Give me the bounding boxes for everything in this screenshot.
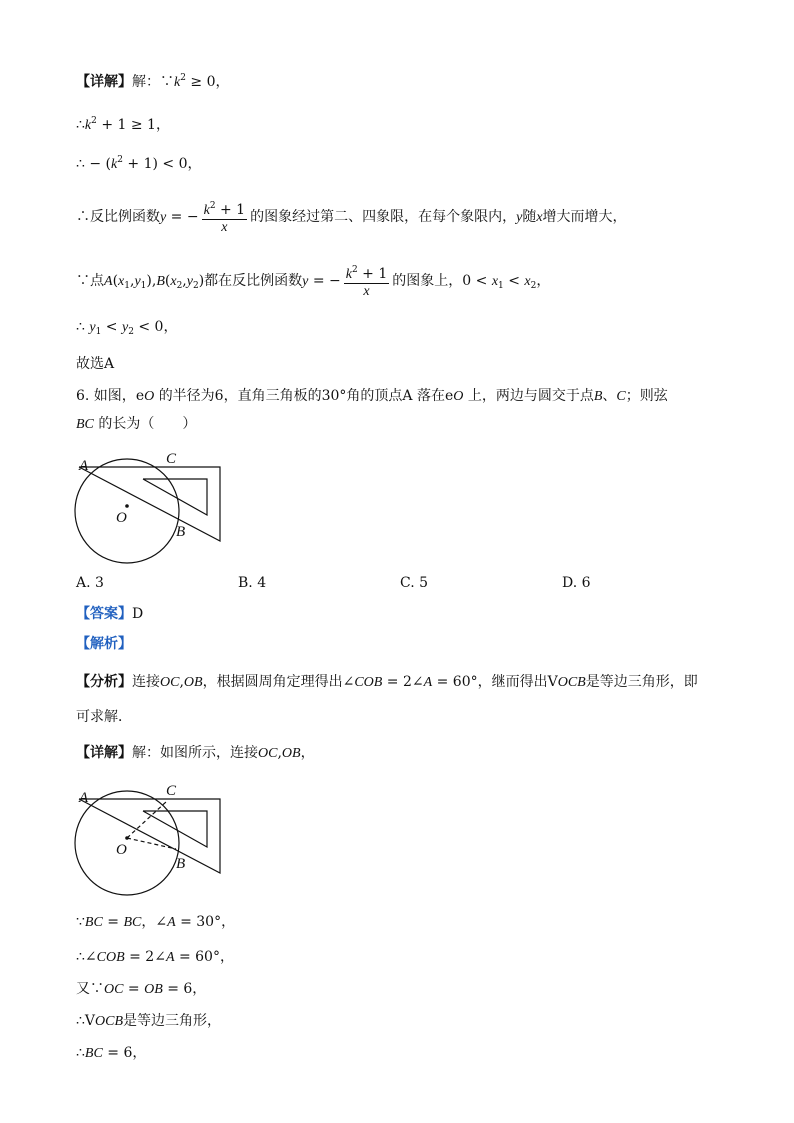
triangle-ruler (79, 467, 220, 541)
therefore-symbol: ∴ (76, 117, 85, 133)
detail-line-3: ∴ − $(k^2 + 1) < 0$， (76, 155, 202, 172)
label-O: O (116, 842, 127, 858)
l4-text-d: 增大而增大， (542, 209, 627, 225)
analysis-line (76, 634, 132, 654)
fenxi-text-b: ，根据圆周角定理得出 (202, 674, 343, 690)
ruler-inner-cutout (143, 479, 207, 515)
segment-oc (127, 801, 167, 838)
q-text-b: 的半径为6，直角三角板的30°角的顶点A 落在 (158, 388, 445, 404)
fenxi-text-c: ，继而得出 (477, 674, 548, 690)
label-C: C (166, 783, 177, 799)
option-d: D. 6 (562, 575, 591, 591)
segment-ob (127, 838, 176, 849)
therefore-symbol: ∴ (76, 1045, 85, 1061)
fraction: $\frac{k^2 + 1}{x}$ (344, 262, 390, 300)
option-a: A. 3 (76, 575, 104, 591)
step-1: ∵BC = BC，∠A = 30°， (76, 914, 236, 930)
option-c: C. 5 (400, 575, 429, 591)
l1-text: 解：∵ (132, 74, 174, 90)
step-5: ∴BC = 6， (76, 1045, 147, 1061)
therefore-symbol: ∴ (76, 1013, 85, 1029)
step3-prefix: 又∵ (76, 981, 104, 997)
detail2-line: 【详解】解：如图所示，连接OC,OB， (76, 745, 315, 761)
geometry-figure-2 (70, 780, 230, 900)
therefore-symbol: ∴ (76, 949, 85, 965)
l4-text-b: 的图象经过第二、四象限，在每个象限内， (250, 209, 517, 225)
ruler-inner-cutout (143, 811, 207, 847)
l5-text-c: 的图象上， (392, 273, 463, 289)
question-6-line-1: 6. 如图，eO 的半径为6，直角三角板的30°角的顶点A 落在eO 上，两边与圆交于点B、C；则弦 (76, 388, 668, 404)
therefore-symbol: ∴ (76, 319, 85, 335)
label-B: B (176, 524, 186, 540)
detail-line-2: $\therefore k^2 + 1 \ge 1$， (76, 116, 170, 133)
q-text-e: 的长为（ ） (98, 416, 197, 432)
label-O: O (116, 510, 127, 526)
triangle-ruler (79, 799, 220, 873)
center-dot (125, 504, 129, 508)
label-A: A (79, 790, 89, 806)
detail-line-5: ∵点$A(x_1,y_1),B(x_2,y_2)$都在反比例函数y = − $\frac{k^2 + 1}{x}$ 的图象上，$0 < x_1 < x_2$， (76, 262, 550, 300)
geometry-figure-1 (70, 448, 230, 568)
step4-text: 是等边三角形， (123, 1013, 222, 1029)
fraction: $\frac{k^2 + 1}{x}$ (202, 198, 248, 236)
answer-line (76, 604, 143, 624)
q-text-c: 上，两边与圆交于点 (467, 388, 594, 404)
label-A: A (79, 458, 89, 474)
l5-text-b: 都在反比例函数 (204, 273, 303, 289)
detail2-text-b: ， (300, 745, 315, 761)
l4-text-c: 随 (522, 209, 537, 225)
question-6-line-2: BC 的长为（ ） (76, 416, 197, 432)
therefore-symbol: ∴ (76, 156, 85, 172)
analysis-label: 【解析】 (76, 636, 132, 652)
l5-text-a: ∵点 (76, 273, 104, 289)
option-b: B. 4 (238, 575, 267, 591)
step-4: ∴VOCB是等边三角形， (76, 1013, 222, 1029)
center-dot (125, 836, 129, 840)
label-B: B (176, 856, 186, 872)
detail-label-2: 【详解】 (76, 745, 132, 761)
choose-line: 故选A (76, 356, 115, 372)
l4-text-a: ∴反比例函数 (76, 209, 160, 225)
answer-value: D (132, 606, 144, 622)
detail-line-6: ∴ $y_1 < y_2 < 0$， (76, 319, 178, 337)
fenxi-line-2: 可求解． (76, 709, 132, 725)
fenxi-label: 【分析】 (76, 674, 132, 690)
step-2: ∴∠COB = 2∠A = 60°， (76, 949, 234, 965)
detail-line-4: ∴反比例函数y = − $\frac{k^2 + 1}{x}$ 的图象经过第二、四象限，在每个象限内，y随x增大而增大， (76, 198, 627, 236)
step-3: 又∵OC = OB = 6， (76, 981, 207, 997)
fenxi-line-1: 【分析】连接OC,OB，根据圆周角定理得出∠COB = 2∠A = 60°，继而得出VOCB是等边三角形，即 (76, 674, 698, 690)
detail2-text-a: 解：如图所示，连接 (132, 745, 258, 761)
because-symbol: ∵ (76, 914, 85, 930)
label-C: C (166, 451, 177, 467)
detail-line-1: 【详解】解：$\because k^2 \ge 0$， (76, 73, 230, 90)
fenxi-text-a: 连接 (132, 674, 160, 690)
fenxi-text-d: 是等边三角形，即 (585, 674, 698, 690)
q-text-a: 6. 如图， (76, 388, 136, 404)
detail-label: 【详解】 (76, 74, 132, 90)
q-text-d: ；则弦 (625, 388, 668, 404)
answer-label: 【答案】 (76, 606, 132, 622)
